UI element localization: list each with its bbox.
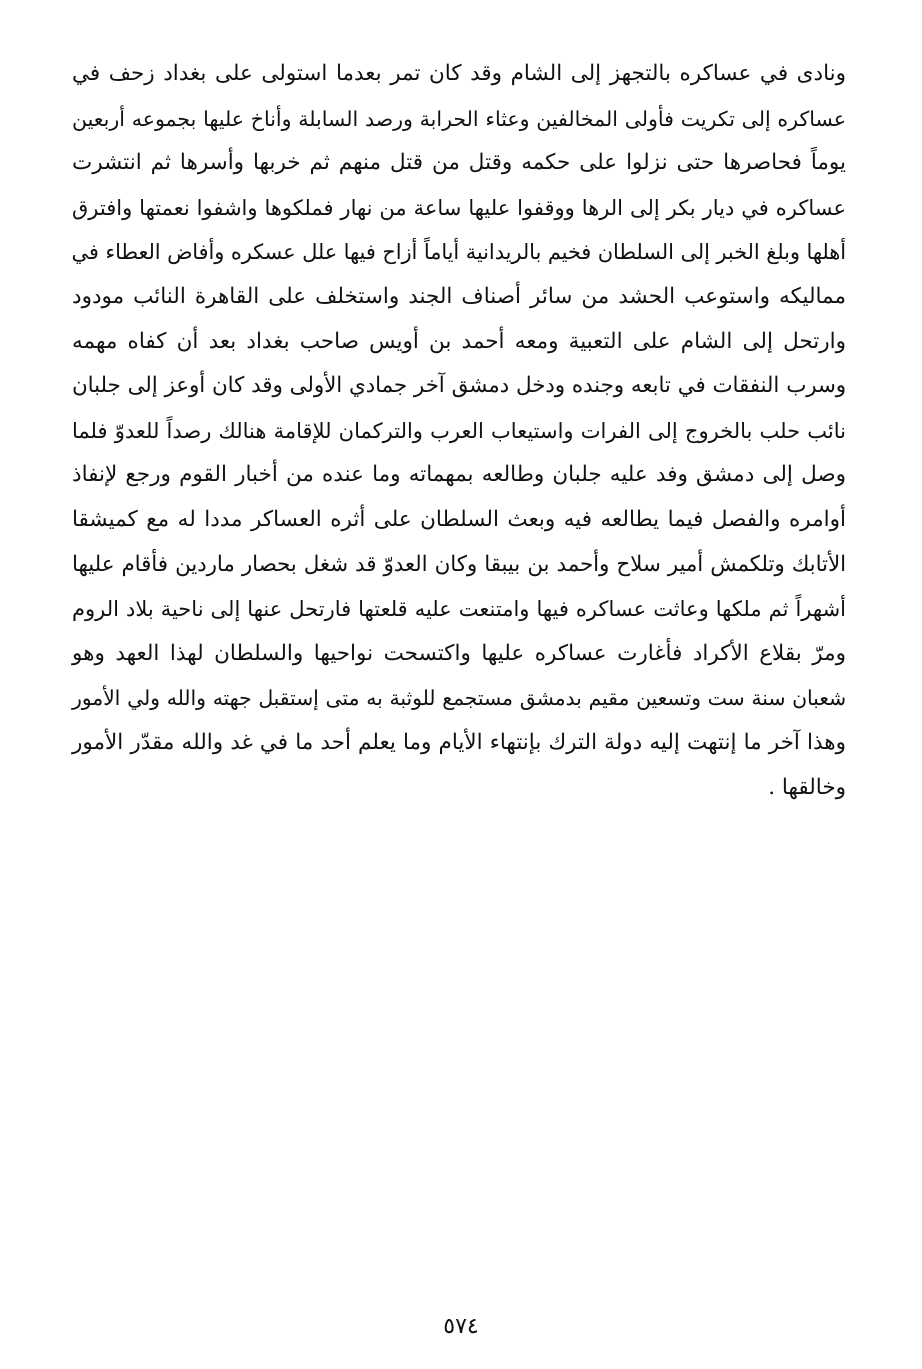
page-number: ٥٧٤ <box>443 1314 479 1339</box>
text-line: وسرب النفقات في تابعه وجنده ودخل دمشق آخر جمادي الأولى وقد كان أوعز إلى جلبان <box>72 373 846 399</box>
text-line-final: وخالقها . <box>768 774 846 800</box>
text-line: وارتحل إلى الشام على التعبية ومعه أحمد بن أويس صاحب بغداد بعد أن كفاه مهمه <box>72 328 846 354</box>
text-line: شعبان سنة ست وتسعين مقيم بدمشق مستجمع للوثبة به متى إستقبل جهته والله ولي الأمور <box>72 686 846 711</box>
text-line: أهلها وبلغ الخبر إلى السلطان فخيم بالريدانية أياماً أزاح فيها علل عسكره وأفاض العطاء في <box>71 240 846 265</box>
text-line: ومرّ بقلاع الأكراد فأغارت عساكره عليها واكتسحت نواحيها والسلطان لهذا العهد وهو <box>72 640 846 666</box>
body-text <box>72 52 846 810</box>
text-line: عساكره في ديار بكر إلى الرها ووقفوا عليها ساعة من نهار فملكوها واشفوا نعمتها وافترق <box>72 195 846 220</box>
text-line: مماليكه واستوعب الحشد من سائر أصناف الجند واستخلف على القاهرة النائب مودود <box>72 283 846 309</box>
text-line: أشهراً ثم ملكها وعاثت عساكره فيها وامتنعت عليه قلعتها فارتحل عنها إلى ناحية بلاد الروم <box>72 597 846 622</box>
text-line: الأتابك وتلكمش أمير سلاح وأحمد بن بيبقا وكان العدوّ قد شغل بحصار ماردين فأقام عليها <box>72 551 846 577</box>
text-line: نائب حلب بالخروج إلى الفرات واستيعاب العرب والتركمان للإقامة هنالك رصداً للعدوّ فلما <box>72 418 846 443</box>
text-line: ونادى في عساكره بالتجهز إلى الشام وقد كان تمر بعدما استولى على بغداد زحف في <box>72 61 846 86</box>
text-line: أوامره والفصل فيما يطالعه فيه وبعث السلطان على أثره العساكر مددا له مع كميشقا <box>72 506 846 532</box>
text-line: وصل إلى دمشق وفد عليه جلبان وطالعه بمهماته وما عنده من أخبار القوم ورجع لإنفاذ <box>72 462 846 488</box>
text-line: عساكره إلى تكريت فأولى المخالفين وعثاء الحرابة ورصد السابلة وأناخ عليها بجموعه أربعين <box>72 106 846 131</box>
text-line: وهذا آخر ما إنتهت إليه دولة الترك بإنتهاء الأيام وما يعلم أحد ما في غد والله مقدّر الأمور <box>72 729 846 755</box>
text-line: يوماً فحاصرها حتى نزلوا على حكمه وقتل من قتل منهم ثم خربها وأسرها ثم انتشرت <box>72 150 846 176</box>
